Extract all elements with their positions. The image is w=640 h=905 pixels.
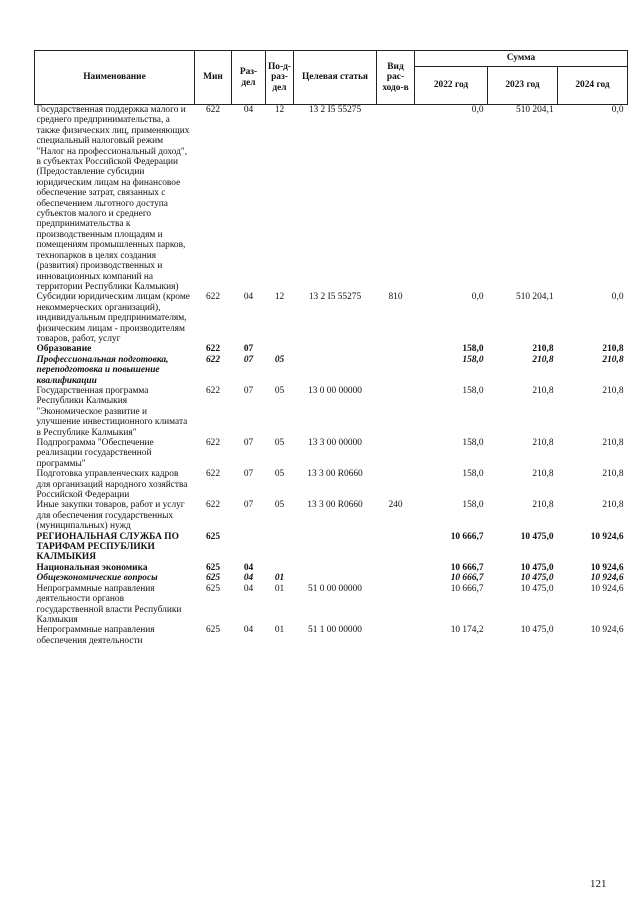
cell-ministry: 622 — [205, 385, 221, 396]
cell-section: 04 — [243, 292, 254, 303]
cell-sum-2024: 210,8 — [602, 385, 624, 396]
cell-section: 04 — [243, 583, 254, 594]
cell-section: 04 — [243, 562, 254, 573]
cell-name: Непрограммные направления обеспечения деятельности — [36, 625, 155, 646]
cell-sum-2022: 158,0 — [462, 385, 484, 396]
cell-section: 04 — [243, 573, 254, 584]
cell-sum-2024: 10 924,6 — [590, 625, 624, 636]
cell-target-article: 13 3 00 R0660 — [307, 469, 363, 480]
cell-name: Образование — [36, 344, 92, 355]
cell-expense-type: 240 — [388, 500, 403, 511]
table-row — [35, 532, 628, 563]
cell-ministry: 622 — [205, 105, 221, 115]
cell-subsection: 05 — [274, 385, 285, 396]
cell-section: 07 — [243, 438, 254, 448]
table-row — [35, 500, 628, 531]
table-row — [35, 584, 628, 626]
cell-sum-2022: 158,0 — [462, 500, 484, 511]
cell-sum-2023: 210,8 — [532, 500, 554, 511]
cell-expense-type — [377, 584, 415, 626]
cell-target-article — [294, 532, 377, 563]
cell-expense-type — [377, 344, 415, 354]
cell-name: РЕГИОНАЛЬНАЯ СЛУЖБА ПО ТАРИФАМ РЕСПУБЛИКИ КАЛМЫКИЯ — [36, 531, 179, 563]
cell-sum-2024: 210,8 — [602, 354, 624, 365]
cell-sum-2022: 0,0 — [471, 105, 484, 115]
cell-target-article — [294, 355, 377, 386]
cell-section: 07 — [243, 385, 254, 396]
cell-sum-2022: 0,0 — [471, 292, 484, 303]
cell-sum-2024: 210,8 — [602, 469, 624, 480]
cell-sum-2023: 510 204,1 — [516, 292, 554, 303]
cell-section: 07 — [243, 469, 254, 480]
cell-target-article: 13 0 00 00000 — [308, 385, 362, 396]
cell-sum-2022: 10 174,2 — [450, 625, 484, 636]
cell-sum-2023: 10 475,0 — [520, 562, 554, 573]
cell-ministry: 625 — [205, 573, 221, 584]
header-2023: 2023 год — [488, 67, 558, 105]
header-name: Наименование — [35, 51, 195, 105]
cell-sum-2022: 10 666,7 — [450, 573, 484, 584]
cell-section — [232, 532, 266, 563]
cell-subsection: 12 — [274, 292, 285, 303]
cell-name: Профессиональная подготовка, переподготовка и повышение квалификации — [36, 354, 169, 386]
cell-subsection — [266, 563, 294, 573]
cell-sum-2024: 10 924,6 — [590, 573, 624, 584]
header-target-article: Целевая статья — [294, 51, 377, 105]
cell-sum-2023: 10 475,0 — [520, 583, 554, 594]
cell-subsection: 05 — [274, 438, 285, 448]
cell-ministry: 625 — [205, 583, 221, 594]
table-row — [35, 469, 628, 500]
header-2024: 2024 год — [558, 67, 628, 105]
header-podrazdel: По-д-раз-дел — [266, 51, 294, 105]
cell-name: Непрограммные направления деятельности органов государственной власти Республики Калмыкия — [36, 583, 182, 625]
cell-sum-2022: 10 666,7 — [450, 583, 484, 594]
cell-subsection: 01 — [274, 583, 285, 594]
cell-name: Подготовка управленческих кадров для организаций народного хозяйства Российской Федерации — [36, 469, 188, 501]
cell-section: 07 — [243, 500, 254, 511]
cell-sum-2024: 210,8 — [602, 438, 624, 448]
cell-target-article: 13 2 I5 55275 — [308, 292, 362, 303]
table-row — [35, 625, 628, 646]
cell-section: 07 — [243, 354, 254, 365]
cell-name: Иные закупки товаров, работ и услуг для обеспечения государственных (муниципальных) нужд — [36, 500, 185, 532]
cell-name: Государственная поддержка малого и среднего предпринимательства, а также физических лиц, применяющих специальный налоговый режим "Налог на профессиональный доход", в субъектах Российской Федерации (Предоставление субсидии юридическим лицам на финансовое обеспечение затрат, связанных с обеспечением льготного доступа субъектов малого и среднего предпринимательства к производственным площадям и помещениям промышленных парков, технопарков в целях создания (развития) производственных и инновационных компаний на территории Республики Калмыкия) — [36, 105, 190, 292]
cell-sum-2024: 0,0 — [611, 105, 624, 115]
cell-expense-type — [377, 469, 415, 500]
cell-expense-type — [377, 563, 415, 573]
cell-sum-2024: 10 924,6 — [590, 531, 624, 542]
cell-expense-type — [377, 386, 415, 438]
table-row — [35, 105, 628, 293]
cell-subsection: 01 — [274, 625, 285, 636]
cell-name: Национальная экономика — [36, 562, 148, 573]
cell-target-article: 51 0 00 00000 — [308, 583, 362, 594]
cell-expense-type — [377, 105, 415, 293]
header-min: Мин — [195, 51, 232, 105]
cell-subsection: 01 — [274, 573, 285, 584]
cell-sum-2024: 10 924,6 — [590, 562, 624, 573]
cell-expense-type — [377, 355, 415, 386]
cell-section: 04 — [243, 105, 254, 115]
table-row — [35, 563, 628, 573]
cell-expense-type — [377, 573, 415, 583]
cell-target-article: 13 3 00 R0660 — [307, 500, 363, 511]
cell-subsection — [266, 344, 294, 354]
cell-name: Общеэкономические вопросы — [36, 573, 158, 584]
cell-ministry: 625 — [205, 531, 221, 542]
cell-target-article — [294, 344, 377, 354]
table-row — [35, 355, 628, 386]
cell-sum-2023: 10 475,0 — [520, 531, 554, 542]
cell-sum-2024: 210,8 — [602, 344, 624, 355]
cell-sum-2024: 210,8 — [602, 500, 624, 511]
cell-sum-2022: 10 666,7 — [450, 562, 484, 573]
cell-sum-2023: 210,8 — [532, 438, 554, 448]
cell-name: Подпрограмма "Обеспечение реализации государственной программы" — [36, 438, 154, 469]
cell-subsection: 05 — [274, 469, 285, 480]
cell-subsection: 05 — [274, 500, 285, 511]
cell-target-article: 13 3 00 00000 — [308, 438, 362, 448]
cell-expense-type — [377, 438, 415, 469]
budget-table-sheet — [34, 50, 627, 646]
table-row — [35, 344, 628, 354]
cell-sum-2023: 210,8 — [532, 469, 554, 480]
cell-sum-2023: 10 475,0 — [520, 625, 554, 636]
cell-ministry: 625 — [205, 562, 221, 573]
cell-subsection: 12 — [274, 105, 285, 115]
cell-sum-2023: 510 204,1 — [516, 105, 554, 115]
cell-sum-2022: 158,0 — [462, 438, 484, 448]
cell-target-article: 13 2 I5 55275 — [308, 105, 362, 115]
cell-sum-2023: 210,8 — [532, 344, 554, 355]
cell-expense-type — [377, 532, 415, 563]
cell-sum-2022: 158,0 — [462, 354, 484, 365]
table-body — [35, 105, 628, 647]
cell-ministry: 622 — [205, 344, 221, 355]
cell-sum-2022: 10 666,7 — [450, 531, 484, 542]
table-row — [35, 438, 628, 469]
cell-target-article: 51 1 00 00000 — [308, 625, 362, 636]
cell-sum-2024: 0,0 — [611, 292, 624, 303]
cell-sum-2022: 158,0 — [462, 469, 484, 480]
table-row — [35, 573, 628, 583]
cell-ministry: 622 — [205, 438, 221, 448]
table-row — [35, 292, 628, 344]
page-number: 121 — [590, 878, 607, 890]
cell-sum-2023: 210,8 — [532, 385, 554, 396]
cell-ministry: 622 — [205, 469, 221, 480]
cell-ministry: 622 — [205, 354, 221, 365]
header-2022: 2022 год — [415, 67, 488, 105]
cell-sum-2023: 210,8 — [532, 354, 554, 365]
cell-sum-2022: 158,0 — [462, 344, 484, 355]
cell-ministry: 622 — [205, 292, 221, 303]
cell-target-article — [294, 573, 377, 583]
cell-sum-2024: 10 924,6 — [590, 583, 624, 594]
cell-ministry: 622 — [205, 500, 221, 511]
cell-subsection — [266, 532, 294, 563]
table-row — [35, 386, 628, 438]
cell-ministry: 625 — [205, 625, 221, 636]
cell-subsection: 05 — [274, 354, 285, 365]
cell-section: 04 — [243, 625, 254, 636]
cell-expense-type — [377, 625, 415, 646]
cell-section: 07 — [243, 344, 254, 355]
header-razdel: Раз-дел — [232, 51, 266, 105]
cell-expense-type: 810 — [388, 292, 403, 303]
budget-table — [34, 50, 628, 646]
cell-name: Субсидии юридическим лицам (кроме некоммерческих организаций), индивидуальным предпринимателям, физическим лицам - производителям товаров, работ, услуг — [36, 292, 190, 344]
header-sum: Сумма — [415, 51, 628, 67]
cell-name: Государственная программа Республики Калмыкия "Экономическое развитие и улучшение инвестиционного климата в Республике Калмыкия" — [36, 385, 188, 438]
cell-sum-2023: 10 475,0 — [520, 573, 554, 584]
cell-target-article — [294, 563, 377, 573]
header-expense-type: Вид рас-ходо-в — [377, 51, 415, 105]
